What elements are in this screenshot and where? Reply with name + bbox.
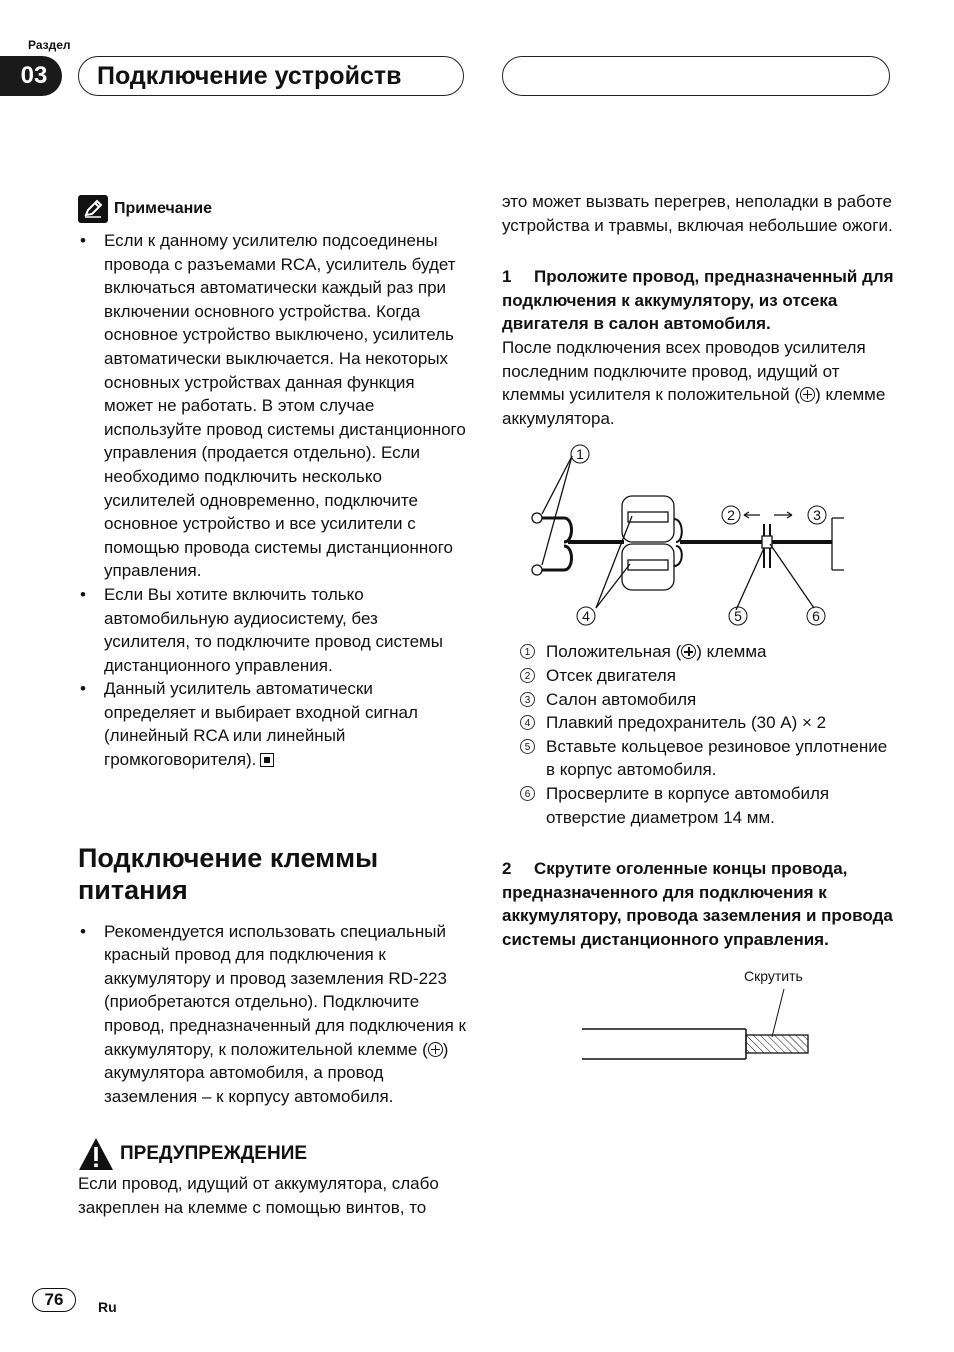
note-item-1-text: Если к данному усилителю подсоединены провода с разъемами RCA, усилитель будет включаться автоматически каждый раз при включении основного устройства. Когда основное устройство выключено, усилитель автоматически выключается. На некоторых основных устройствах данная функция может не работать. В этом случае используйте провод системы дистанционного управления (продается отдельно). Если необходимо подключить несколько усилителей одновременно, подключите основное устройство и все усилители с помощью провода системы дистанционного управления. <box>104 231 466 581</box>
callout-1-label: 1 <box>576 446 584 463</box>
warning-text-continued: это может вызвать перегрев, неполадки в работе устройства и травмы, включая небольшие ожоги. <box>502 192 893 235</box>
warning-header <box>78 1136 468 1172</box>
step-2-title <box>502 857 894 951</box>
language-code: Ru <box>98 1299 117 1315</box>
ring-terminal-bottom <box>532 565 542 575</box>
legend-text-1a: Положительная ( <box>546 642 682 662</box>
legend-item-3 <box>520 688 894 712</box>
callout-5-label: 5 <box>734 608 742 625</box>
note-item-3-text: Данный усилитель автоматически определяет и выбирает входной сигнал (линейный RCA или линейный громкоговорителя). <box>104 679 418 770</box>
legend-item-4 <box>520 711 894 735</box>
legend-num-4: 4 <box>520 715 535 730</box>
warning-icon <box>78 1137 114 1171</box>
callout-6-label: 6 <box>812 608 820 625</box>
plus-circle-icon <box>681 644 696 659</box>
step-1-body-b: ) клемме аккумулятора. <box>502 385 886 428</box>
note-item-2 <box>78 583 468 677</box>
header-blank-box <box>502 56 890 96</box>
legend-item-6 <box>520 782 894 829</box>
step-2-number: 2 <box>502 859 512 879</box>
wiring-diagram <box>502 444 894 634</box>
callout-3-label: 3 <box>813 507 821 524</box>
legend-item-5 <box>520 735 894 782</box>
note-header <box>78 195 468 223</box>
warning-text: Если провод, идущий от аккумулятора, слабо закреплен на клемме с помощью винтов, то <box>78 1174 439 1217</box>
power-list <box>78 920 468 1109</box>
page-title <box>78 56 464 96</box>
note-item-1 <box>78 229 468 583</box>
legend-text-3: Салон автомобиля <box>546 689 697 709</box>
warning-title: ПРЕДУПРЕЖДЕНИЕ <box>120 1143 308 1165</box>
section-heading: Подключение клеммы питания <box>78 842 379 905</box>
legend-text-6: Просверлите в корпусе автомобиля отверстие диаметром 14 мм. <box>546 783 830 827</box>
step-1-number: 1 <box>502 267 512 287</box>
twist-diagram <box>502 961 894 1061</box>
legend-list <box>502 640 894 829</box>
note-title: Примечание <box>114 200 213 217</box>
legend-num-6: 6 <box>520 786 535 801</box>
legend-num-5: 5 <box>520 739 535 754</box>
callout-4-label: 4 <box>582 608 590 625</box>
pencil-icon <box>78 195 108 223</box>
bare-wire-end <box>746 1035 808 1053</box>
step-1-body <box>502 336 894 430</box>
note-list <box>78 229 468 772</box>
note-item-2-text: Если Вы хотите включить только автомобильную аудиосистему, без усилителя, то подключите провод системы дистанционного управления. <box>104 584 443 675</box>
note-item-3 <box>78 677 468 771</box>
section-label: Раздел <box>28 38 71 52</box>
power-item-text-b: ) акумулятора автомобиля, а провод заземления – к корпусу автомобиля. <box>104 1039 449 1106</box>
power-item <box>78 920 468 1109</box>
left-column <box>78 195 468 1220</box>
section-number: 03 <box>0 56 62 96</box>
legend-text-1b: ) клемма <box>696 642 767 662</box>
right-column <box>502 190 894 1061</box>
legend-num-3: 3 <box>520 692 535 707</box>
power-item-text-a: Рекомендуется использовать специальный красный провод для подключения к аккумулятору и провод заземления RD-223 (приобретаются отдельно). Подключите провод, предназначенный для подключения к аккумулятору, к положительной клемме ( <box>104 921 466 1059</box>
fuse-holder-bottom <box>622 544 674 590</box>
legend-num-2: 2 <box>520 668 535 683</box>
step-1-text: Проложите провод, предназначенный для подключения к аккумулятору, из отсека двигателя в салон автомобиля. <box>502 267 894 334</box>
end-mark-icon <box>260 753 274 767</box>
legend-text-5: Вставьте кольцевое резиновое уплотнение в корпус автомобиля. <box>546 736 888 780</box>
page-number: 76 <box>32 1288 76 1312</box>
step-2-text: Скрутите оголенные концы провода, предназначенного для подключения к аккумулятору, провода заземления и провода системы дистанционного управления. <box>502 859 893 949</box>
plus-circle-icon <box>428 1042 443 1057</box>
legend-text-4: Плавкий предохранитель (30 А) × 2 <box>546 713 827 733</box>
legend-text-2: Отсек двигателя <box>546 665 676 685</box>
twist-label: Скрутить <box>744 968 803 985</box>
legend-num-1: 1 <box>520 644 535 659</box>
plus-circle-icon <box>800 387 815 402</box>
step-1-title <box>502 265 894 336</box>
ring-terminal-top <box>532 513 542 523</box>
legend-item-2 <box>520 664 894 688</box>
page-title-text: Подключение устройств <box>97 61 402 90</box>
callout-2-label: 2 <box>727 507 735 524</box>
legend-item-1 <box>520 640 894 664</box>
step-1-body-a: После подключения всех проводов усилителя последним подключите провод, идущий от клеммы усилителя к положительной ( <box>502 337 866 405</box>
fuse-holder-top <box>622 496 674 542</box>
